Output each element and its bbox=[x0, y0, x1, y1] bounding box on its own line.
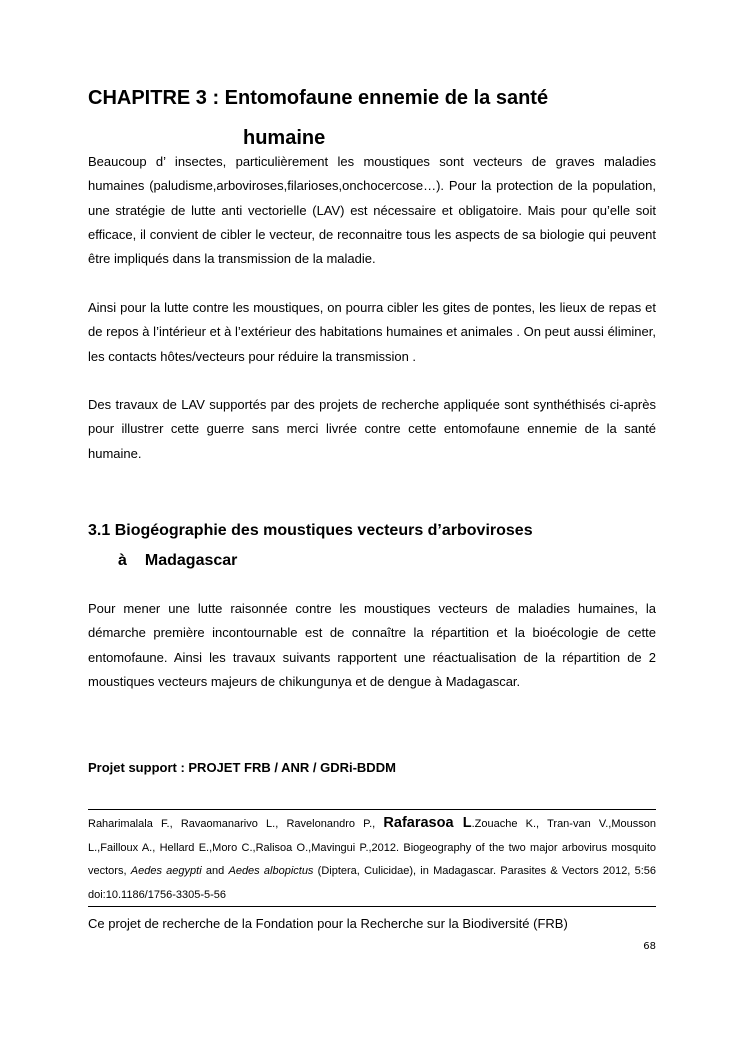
chapter-title-line1: CHAPITRE 3 : Entomofaune ennemie de la santé bbox=[88, 87, 549, 109]
reference-authors-before: Raharimalala F., Ravaomanarivo L., Ravelonandro P., bbox=[88, 818, 384, 830]
page-number: 68 bbox=[643, 941, 656, 952]
reference-species-1: Aedes aegypti bbox=[130, 865, 202, 878]
section-title bbox=[88, 516, 656, 576]
intro-paragraph-2: Ainsi pour la lutte contre les moustiques, on pourra cibler les gites de pontes, les lieux de repas et de repos à l’intérieur et à l’extérieur des habitations humaines et animales . On peut aussi éliminer, les contacts hôtes/vecteurs pour réduire la transmission . bbox=[88, 300, 656, 364]
reference-divider bbox=[88, 809, 656, 810]
funding-note: Ce projet de recherche de la Fondation pour la Recherche sur la Biodiversité (FRB) bbox=[88, 916, 568, 931]
section-title-preposition: à bbox=[118, 552, 127, 569]
reference-authors-after: .Zouache K., Tran-van V.,Mousson L.,Failloux A., Hellard E.,Moro C.,Ralisoa O.,Mavingui P.,2012. Biogeography of the two major arbovirus mosquito vectors, bbox=[88, 818, 656, 878]
reference-and: and bbox=[201, 865, 229, 878]
chapter-title-line2: humaine bbox=[243, 127, 326, 149]
chapter-title bbox=[88, 78, 656, 158]
section-paragraph: Pour mener une lutte raisonnée contre les moustiques vecteurs de maladies humaines, la démarche première incontournable est de connaître la répartition et la bioécologie de cette entomofaune. Ainsi les travaux suivants rapportent une réactualisation de la répartition de 2 moustiques vecteurs majeurs de chikungunya et de dengue à Madagascar. bbox=[88, 601, 656, 689]
reference-rest: (Diptera, Culicidae), in Madagascar. Parasites & Vectors 2012, 5:56 doi:10.1186/1756-3305-5-56 bbox=[88, 865, 657, 901]
intro-paragraph-1: Beaucoup d’ insectes, particulièrement les moustiques sont vecteurs de graves maladies humaines (paludisme,arboviroses,filarioses,onchocercose…). Pour la protection de la population, une stratégie de lutte anti vectorielle (LAV) est nécessaire et obligatoire. Mais pour qu’elle soit efficace, il convient de cibler le vecteur, de reconnaitre tous les aspects de sa biologie qui peuvent être impliqués dans la transmission de la maladie. bbox=[88, 154, 656, 267]
section-title-line1: 3.1 Biogéographie des moustiques vecteurs d’arboviroses bbox=[88, 522, 533, 539]
reference-highlight-author: Rafarasoa L bbox=[383, 815, 472, 831]
intro-paragraph-3: Des travaux de LAV supportés par des projets de recherche appliquée sont synthéthisés ci-après pour illustrer cette guerre sans merci livrée contre cette entomofaune ennemie de la santé humaine. bbox=[88, 397, 656, 461]
reference-citation bbox=[88, 812, 656, 907]
reference-species-2: Aedes albopictus bbox=[228, 865, 314, 878]
project-support: Projet support : PROJET FRB / ANR / GDRi-BDDM bbox=[88, 760, 396, 775]
footer-divider bbox=[88, 906, 656, 907]
section-title-place: Madagascar bbox=[144, 552, 238, 569]
